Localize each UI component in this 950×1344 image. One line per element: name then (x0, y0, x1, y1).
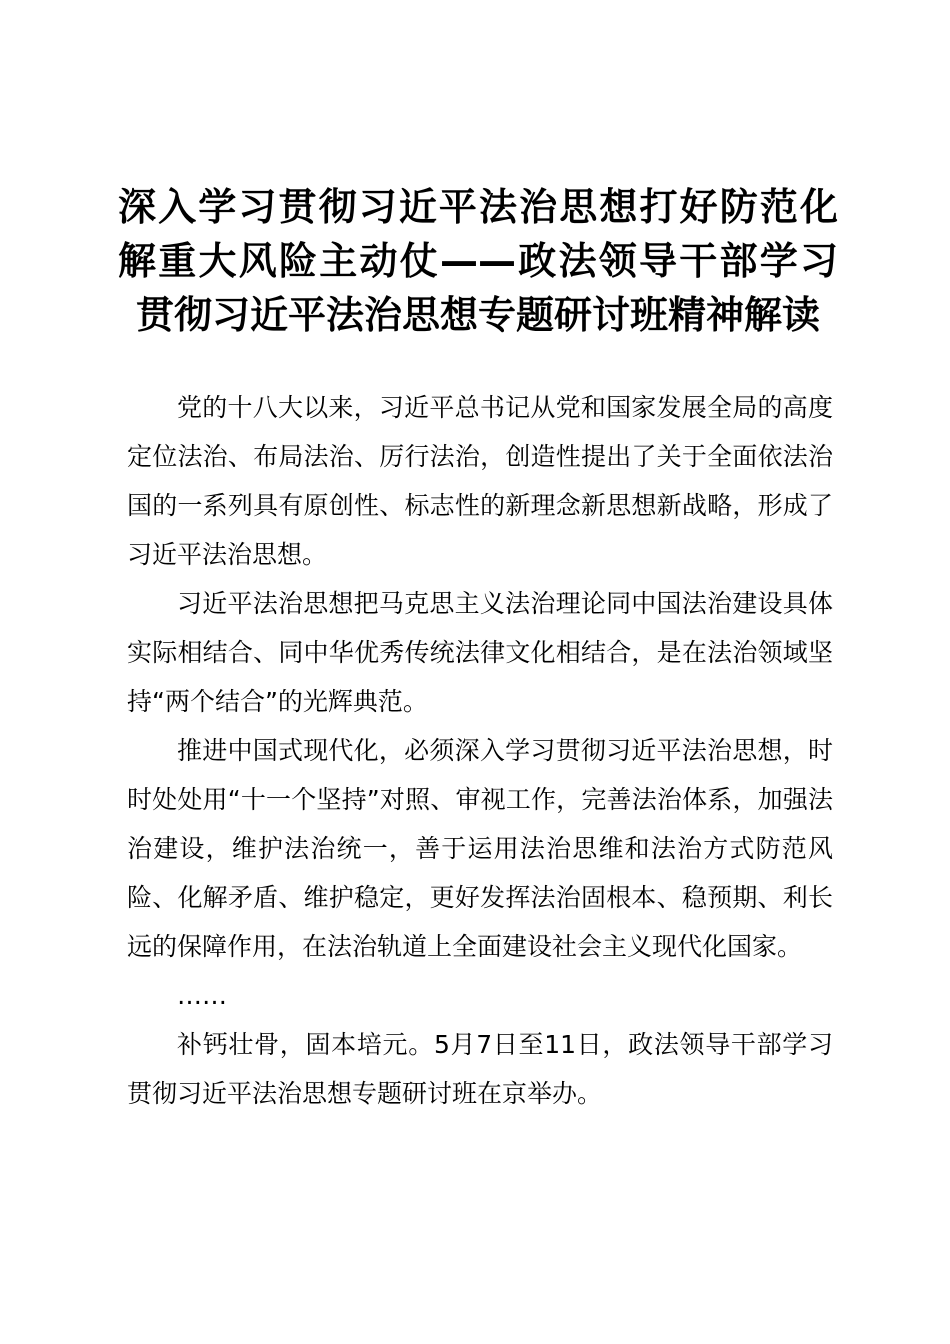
document-body (127, 383, 833, 1118)
paragraph-4: 补钙壮骨，固本培元。5月7日至11日，政法领导干部学习贯彻习近平法治思想专题研讨班在京举办。 (127, 1030, 833, 1108)
paragraph-3: 推进中国式现代化，必须深入学习贯彻习近平法治思想，时时处处用“十一个坚持”对照、审视工作，完善法治体系，加强法治建设，维护法治统一，善于运用法治思维和法治方式防范风险、化解矛盾、维护稳定，更好发挥法治固根本、稳预期、利长远的保障作用，在法治轨道上全面建设社会主义现代化国家。 (127, 736, 833, 961)
ellipsis-paragraph: …… (177, 981, 227, 1010)
paragraph-1: 党的十八大以来，习近平总书记从党和国家发展全局的高度定位法治、布局法治、厉行法治，创造性提出了关于全面依法治国的一系列具有原创性、标志性的新理念新思想新战略，形成了习近平法治思想。 (127, 393, 833, 569)
document-title: 深入学习贯彻习近平法治思想打好防范化解重大风险主动仗——政法领导干部学习贯彻习近平法治思想专题研讨班精神解读 (118, 185, 838, 337)
paragraph-2: 习近平法治思想把马克思主义法治理论同中国法治建设具体实际相结合、同中华优秀传统法律文化相结合，是在法治领域坚持“两个结合”的光辉典范。 (127, 589, 833, 716)
